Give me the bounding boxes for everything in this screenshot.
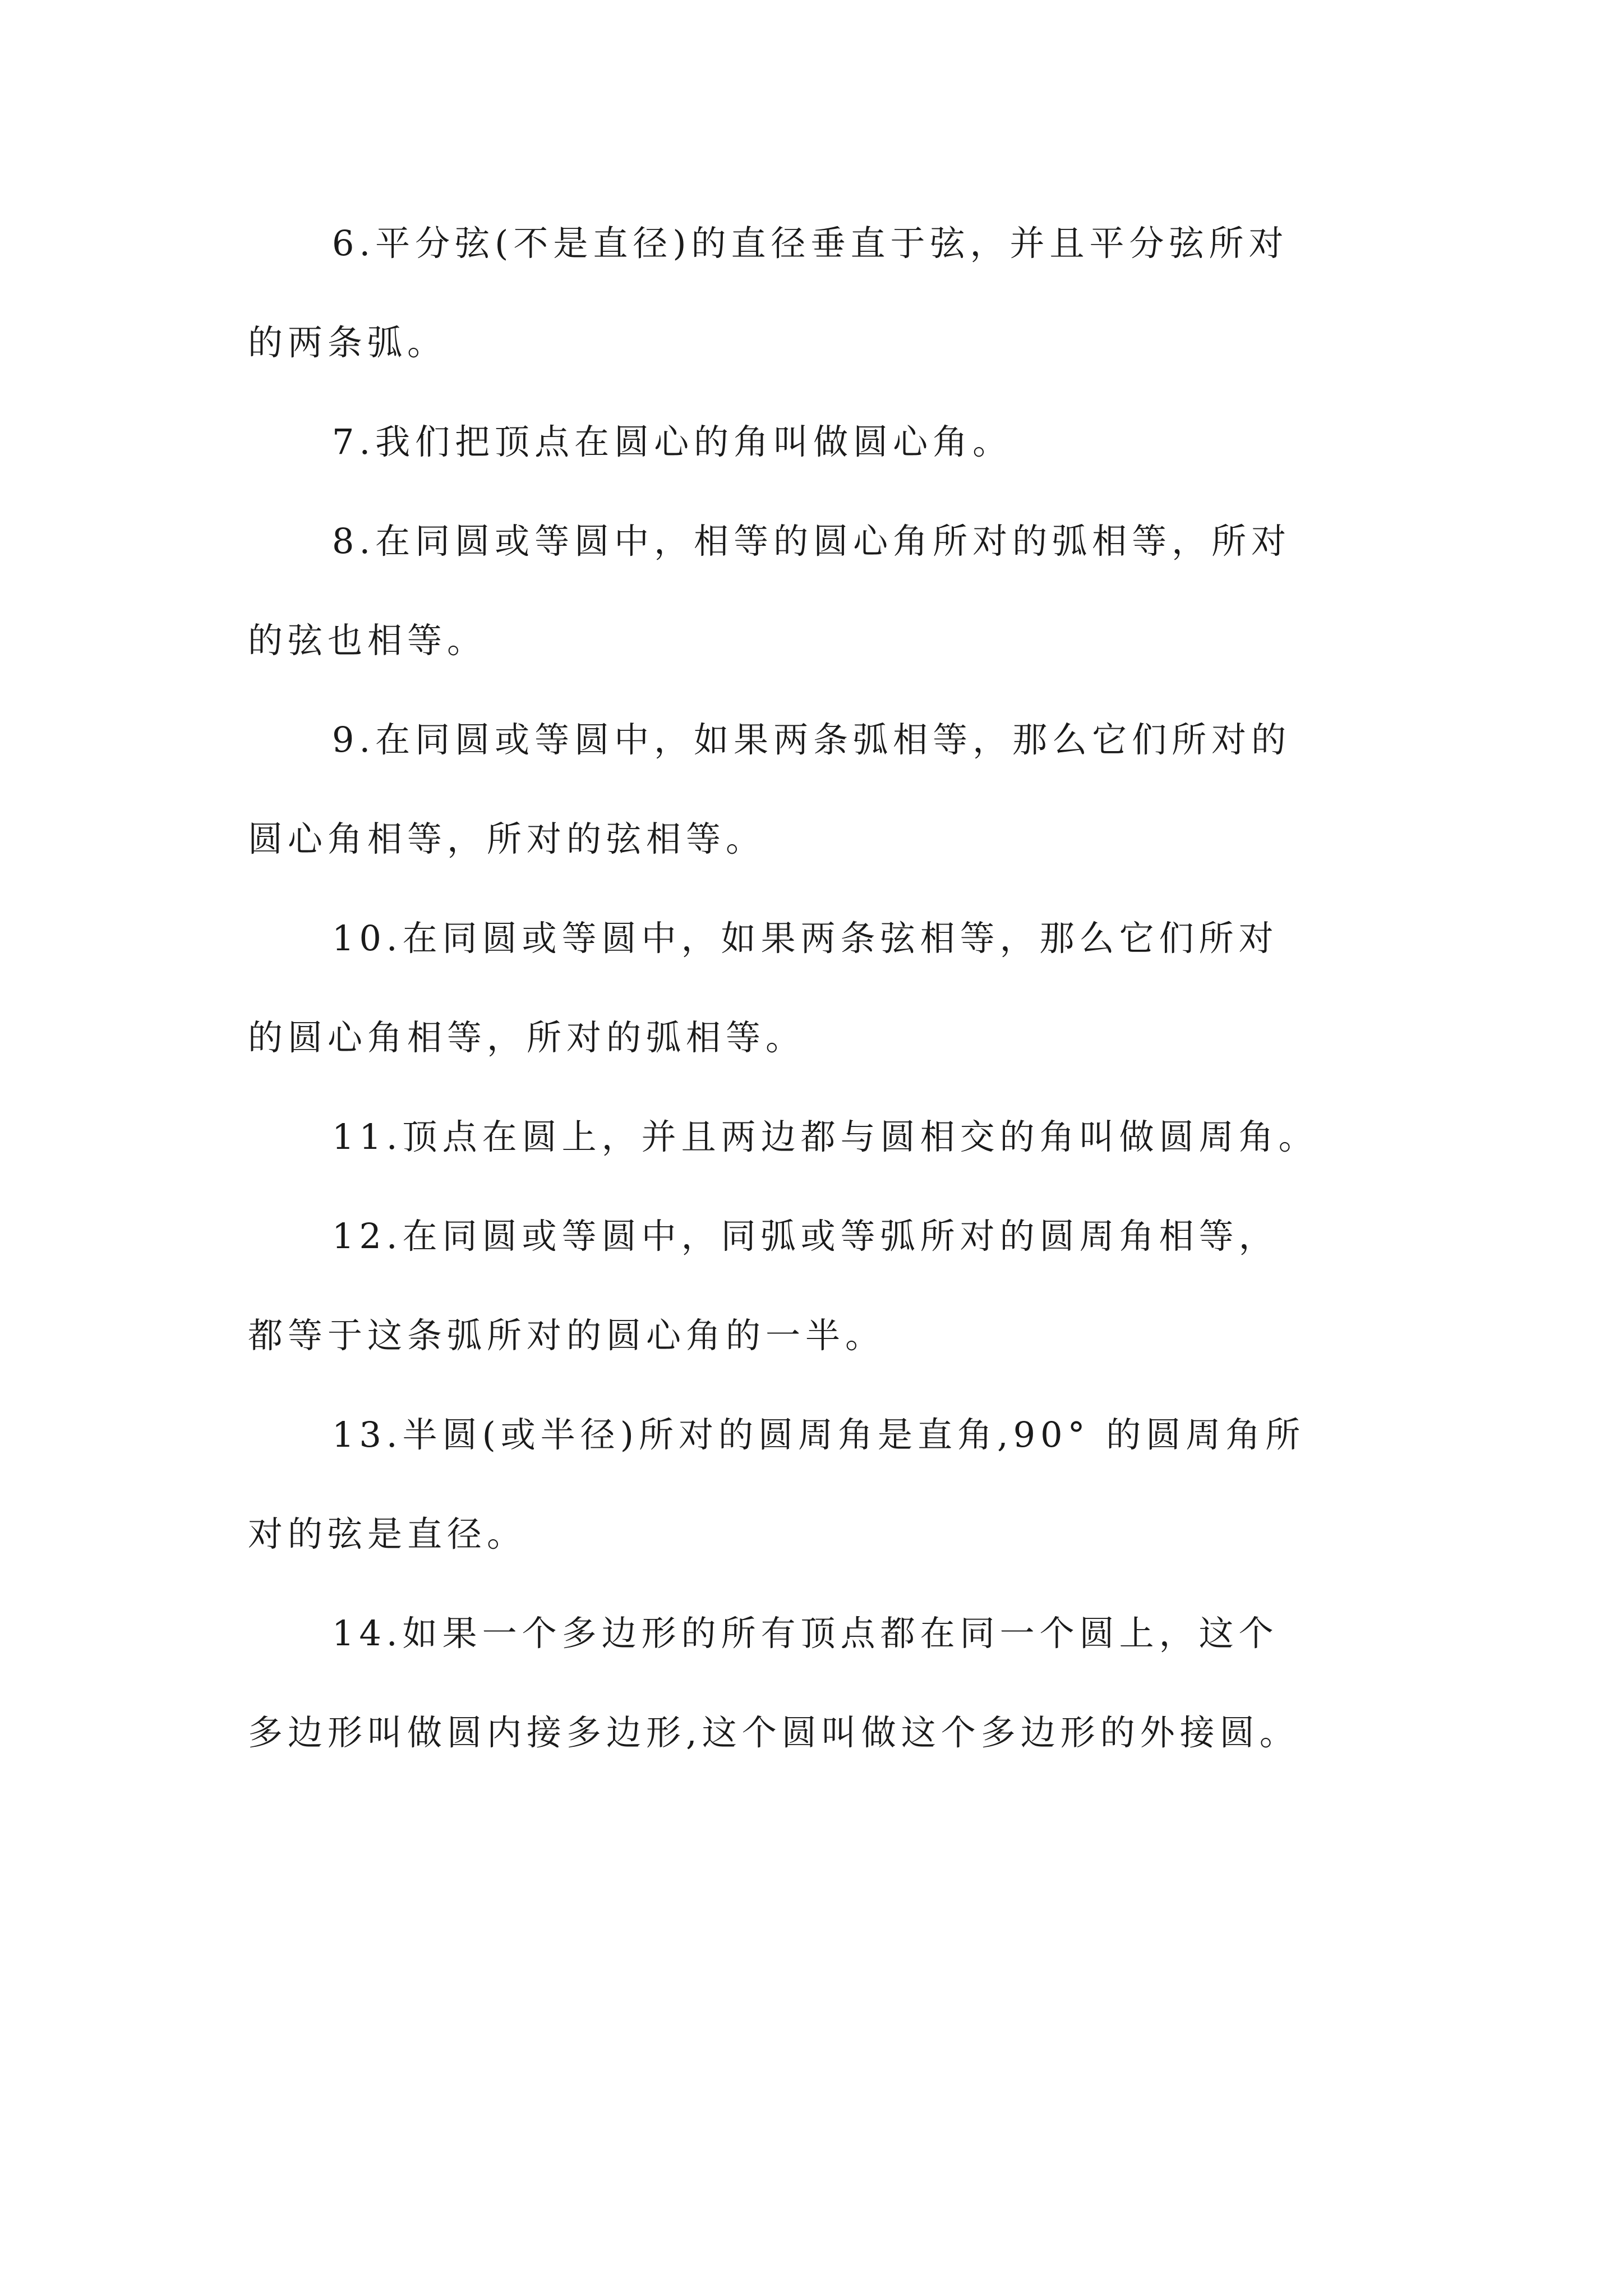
paragraph-line: 6.平分弦(不是直径)的直径垂直于弦，并且平分弦所对 <box>332 223 1289 264</box>
paragraph-12 <box>248 1214 1381 1358</box>
document-body <box>248 222 1381 1810</box>
paragraph-line: 的圆心角相等，所对的弧相等。 <box>248 1017 806 1058</box>
paragraph-14 <box>248 1612 1381 1755</box>
paragraph-line: 都等于这条弧所对的圆心角的一半。 <box>248 1315 886 1356</box>
paragraph-line: 的弦也相等。 <box>248 620 487 661</box>
paragraph-line: 8.在同圆或等圆中，相等的圆心角所对的弧相等，所对 <box>332 521 1292 562</box>
paragraph-6 <box>248 222 1381 365</box>
paragraph-7 <box>248 420 1381 464</box>
paragraph-10 <box>248 917 1381 1060</box>
paragraph-line: 7.我们把顶点在圆心的角叫做圆心角。 <box>332 421 1013 462</box>
paragraph-11 <box>248 1115 1381 1159</box>
paragraph-line: 多边形叫做圆内接多边形,这个圆叫做这个多边形的外接圆。 <box>248 1712 1299 1753</box>
paragraph-line: 对的弦是直径。 <box>248 1513 527 1554</box>
paragraph-line: 13.半圆(或半径)所对的圆周角是直角,90° 的圆周角所 <box>332 1414 1306 1455</box>
paragraph-line: 12.在同圆或等圆中，同弧或等弧所对的圆周角相等， <box>332 1216 1279 1257</box>
paragraph-line: 9.在同圆或等圆中，如果两条弧相等，那么它们所对的 <box>332 719 1292 760</box>
paragraph-line: 圆心角相等，所对的弦相等。 <box>248 818 766 859</box>
paragraph-line: 11.顶点在圆上，并且两边都与圆相交的角叫做圆周角。 <box>332 1116 1318 1157</box>
paragraph-line: 10.在同圆或等圆中，如果两条弦相等，那么它们所对 <box>332 918 1279 959</box>
paragraph-line: 14.如果一个多边形的所有顶点都在同一个圆上，这个 <box>332 1613 1279 1654</box>
paragraph-9 <box>248 718 1381 861</box>
paragraph-13 <box>248 1413 1381 1556</box>
paragraph-line: 的两条弧。 <box>248 322 448 363</box>
paragraph-8 <box>248 519 1381 662</box>
